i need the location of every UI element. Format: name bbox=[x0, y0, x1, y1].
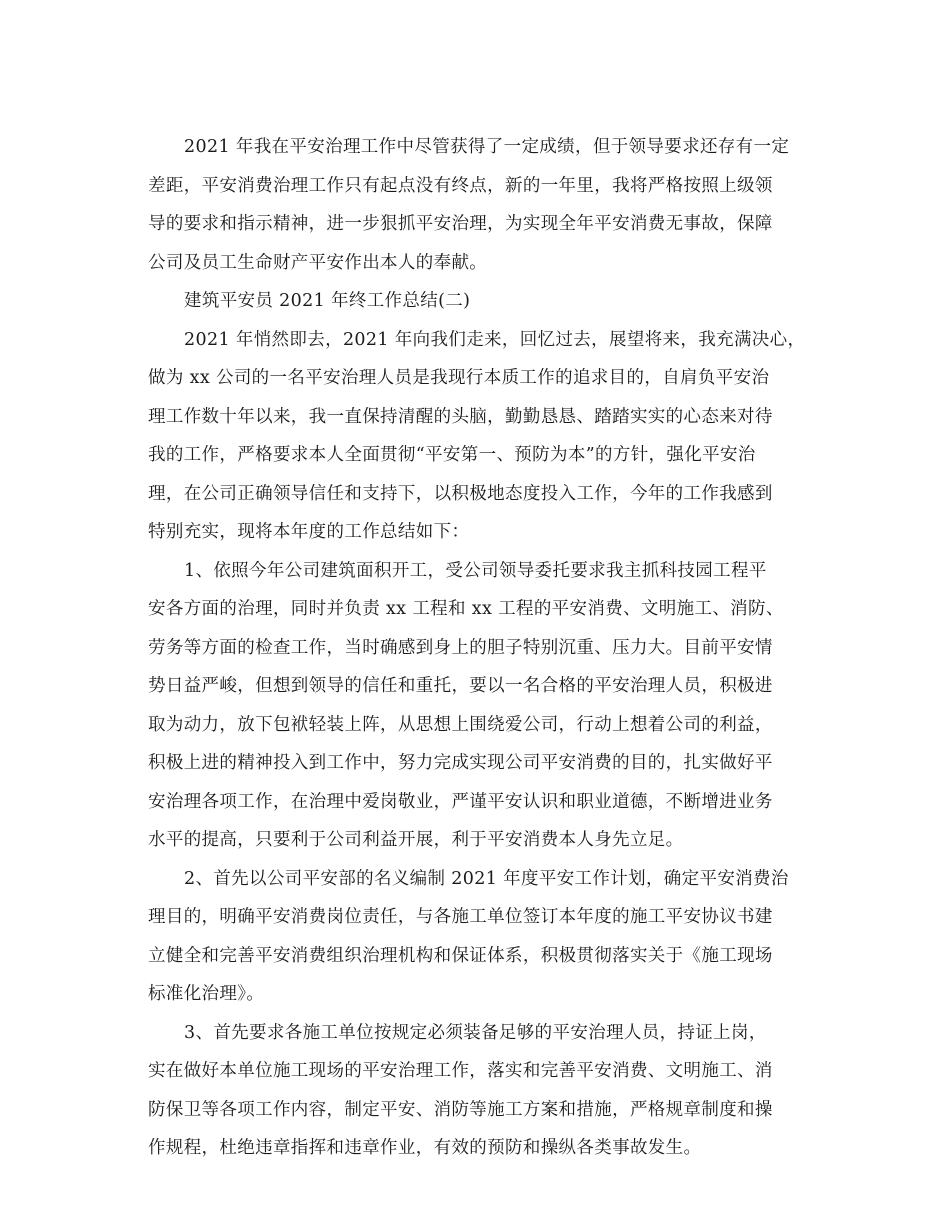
text-line: 安治理各项工作，在治理中爱岗敬业，严谨平安认识和职业道德，不断增进业务 bbox=[148, 791, 773, 812]
text-line: 差距，平安消费治理工作只有起点没有终点，新的一年里，我将严格按照上级领 bbox=[148, 175, 773, 196]
text-line: 1、依照今年公司建筑面积开工，受公司领导委托要求我主抓科技园工程平 bbox=[184, 560, 767, 581]
text-line: 做为 xx 公司的一名平安治理人员是我现行本质工作的追求目的，自肩负平安治 bbox=[148, 368, 770, 388]
text-line: 2、首先以公司平安部的名义编制 2021 年度平安工作计划，确定平安消费治 bbox=[184, 868, 789, 889]
text-line: 理目的，明确平安消费岗位责任，与各施工单位签订本年度的施工平安协议书建 bbox=[148, 907, 773, 927]
text-lines bbox=[148, 128, 806, 1168]
document-body bbox=[148, 128, 806, 1168]
text-line: 标准化治理》。 bbox=[148, 984, 265, 1004]
text-line: 劳务等方面的检查工作，当时确感到身上的胆子特别沉重、压力大。目前平安情 bbox=[148, 637, 773, 658]
text-line: 2021 年我在平安治理工作中尽管获得了一定成绩，但于领导要求还存有一定 bbox=[184, 137, 790, 157]
text-line: 2021 年悄然即去，2021 年向我们走来，回忆过去，展望将来，我充满决心， bbox=[184, 329, 806, 350]
text-line: 3、首先要求各施工单位按规定必须装备足够的平安治理人员，持证上岗， bbox=[184, 1022, 767, 1043]
text-line: 水平的提高，只要利于公司利益开展，利于平安消费本人身先立足。 bbox=[148, 830, 684, 850]
text-line: 立健全和完善平安消费组织治理机构和保证体系，积极贯彻落实关于《施工现场 bbox=[148, 945, 773, 966]
text-line: 建筑平安员 2021 年终工作总结(二) bbox=[184, 291, 471, 311]
text-line: 公司及员工生命财产平安作出本人的奉献。 bbox=[148, 252, 488, 273]
text-line: 特别充实，现将本年度的工作总结如下： bbox=[148, 522, 470, 542]
text-line: 积极上进的精神投入到工作中，努力完成实现公司平安消费的目的，扎实做好平 bbox=[148, 753, 773, 773]
text-line: 理，在公司正确领导信任和支持下，以积极地态度投入工作，今年的工作我感到 bbox=[148, 483, 773, 504]
text-line: 实在做好本单位施工现场的平安治理工作，落实和完善平安消费、文明施工、消 bbox=[148, 1061, 773, 1081]
text-line: 防保卫等各项工作内容，制定平安、消防等施工方案和措施，严格规章制度和操 bbox=[148, 1099, 773, 1120]
text-line: 导的要求和指示精神，进一步狠抓平安治理，为实现全年平安消费无事故，保障 bbox=[148, 214, 773, 234]
text-line: 取为动力，放下包袱轻装上阵，从思想上围绕爱公司，行动上想着公司的利益， bbox=[148, 714, 773, 735]
text-line: 我的工作，严格要求本人全面贯彻“平安第一、预防为本”的方针，强化平安治 bbox=[148, 445, 756, 465]
text-line: 势日益严峻，但想到领导的信任和重托，要以一名合格的平安治理人员，积极进 bbox=[148, 676, 773, 696]
text-line: 安各方面的治理，同时并负责 xx 工程和 xx 工程的平安消费、文明施工、消防、 bbox=[148, 599, 784, 619]
text-line: 作规程，杜绝违章指挥和违章作业，有效的预防和操纵各类事故发生。 bbox=[148, 1138, 702, 1158]
text-line: 理工作数十年以来，我一直保持清醒的头脑，勤勤恳恳、踏踏实实的心态来对待 bbox=[148, 406, 773, 427]
